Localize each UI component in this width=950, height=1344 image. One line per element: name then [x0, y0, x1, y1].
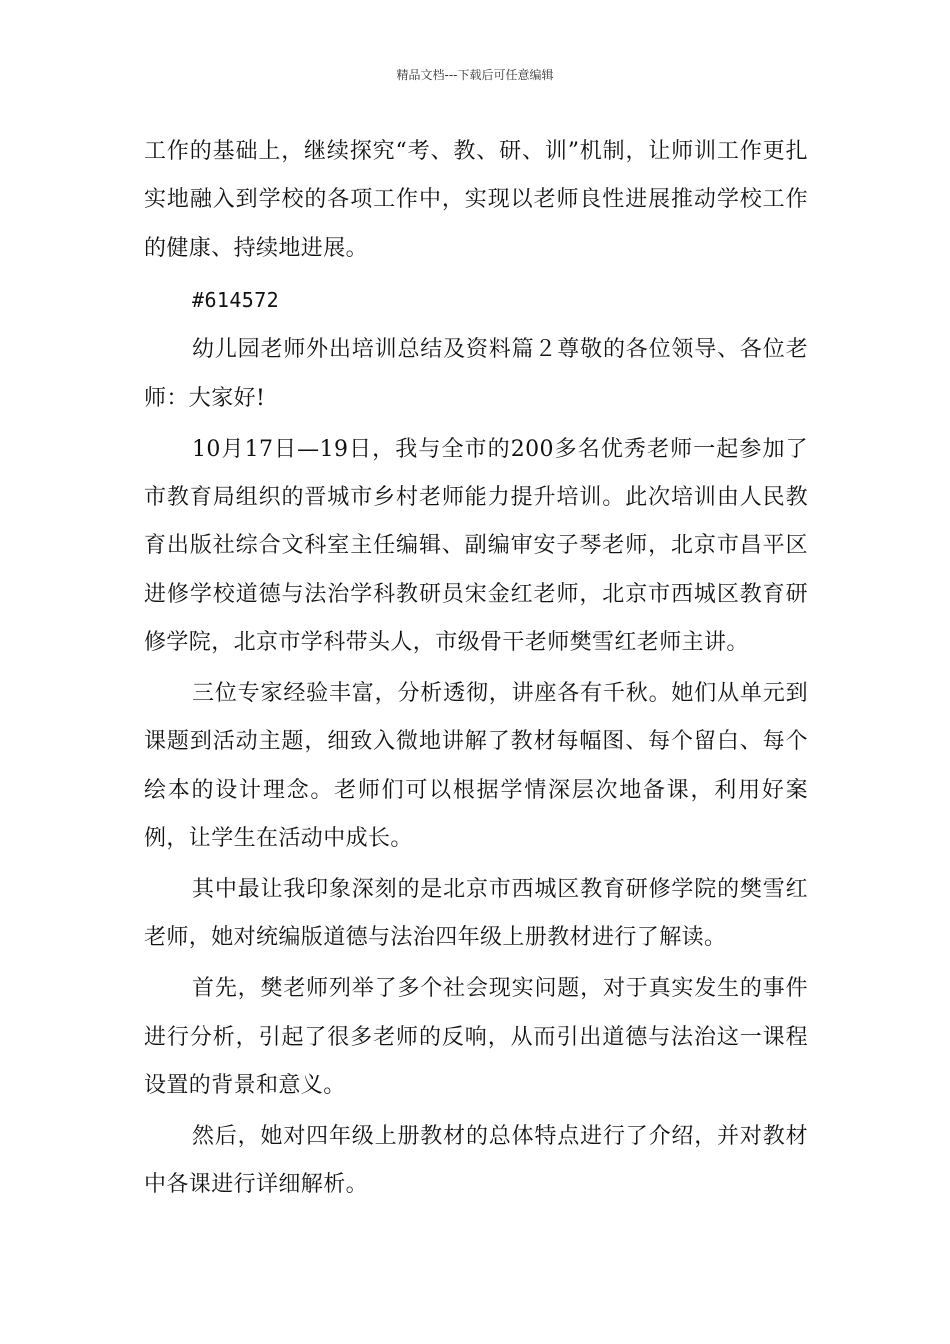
paragraph-training-intro: 10月17日—19日，我与全市的200多名优秀老师一起参加了市教育局组织的晋城市乡村老师能力提升培训。此次培训由人民教育出版社综合文科室主任编辑、副编审安子琴老师，北京市昌平区进修学校道德与法治学科教研员宋金红老师，北京市西城区教育研修学院，北京市学科带头人，市级骨干老师樊雪红老师主讲。 — [144, 436, 808, 656]
document-body — [144, 128, 808, 1212]
paragraph-first: 首先，樊老师列举了多个社会现实问题，对于真实发生的事件进行分析，引起了很多老师的反响，从而引出道德与法治这一课程设置的背景和意义。 — [144, 976, 808, 1099]
paragraph-section-title: 幼儿园老师外出培训总结及资料篇２尊敬的各位领导、各位老师：大家好! — [144, 337, 808, 411]
paragraph-experts: 三位专家经验丰富，分析透彻，讲座各有千秋。她们从单元到课题到活动主题，细致入微地讲解了教材每幅图、每个留白、每个绘本的设计理念。老师们可以根据学情深层次地备课，利用好案例，让学生在活动中成长。 — [144, 681, 808, 852]
paragraph-then: 然后，她对四年级上册教材的总体特点进行了介绍，并对教材中各课进行详细解析。 — [144, 1123, 808, 1198]
paragraph-impression: 其中最让我印象深刻的是北京市西城区教育研修学院的樊雪红老师，她对统编版道德与法治四年级上册教材进行了解读。 — [144, 877, 808, 951]
page-header: 精品文档---下载后可任意编辑 — [396, 68, 554, 82]
paragraph-continuation: 工作的基础上，继续探究“考、教、研、训”机制，让师训工作更扎实地融入到学校的各项工作中，实现以老师良性进展推动学校工作的健康、持续地进展。 — [144, 139, 808, 261]
paragraph-doc-id: #614572 — [192, 287, 280, 312]
